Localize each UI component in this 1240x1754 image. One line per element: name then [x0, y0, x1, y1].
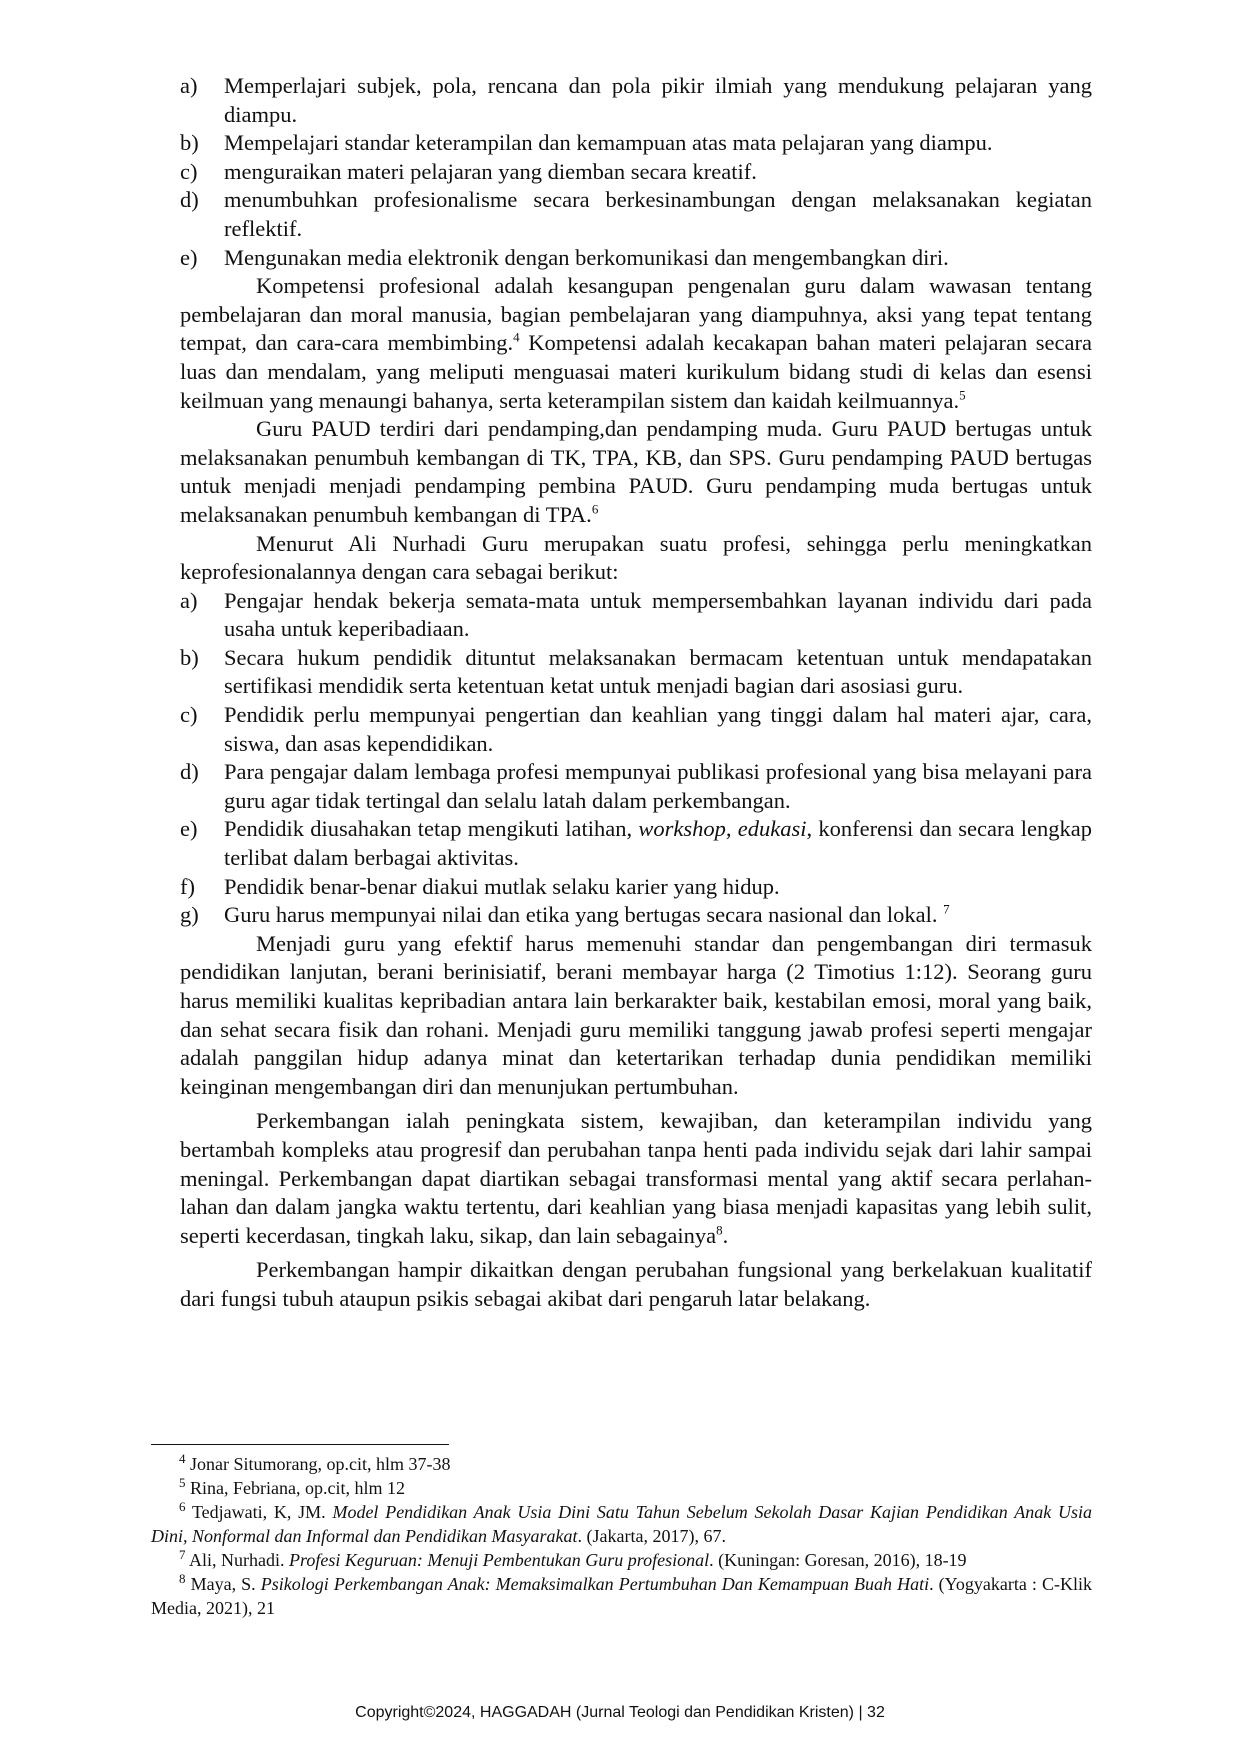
paragraph-perkembangan: Perkembangan ialah peningkata sistem, kewajiban, dan keterampilan individu yang bertambah kompleks atau progresif dan perubahan tanpa henti pada individu sejak dari lahir sampai meningal. Perkembangan dapat diartikan sebagai transformasi mental yang aktif secara perlahan-lahan dan dalam jangka waktu tertentu, dari keahlian yang biasa menjadi kapasitas yang lebih sulit, seperti kecerdasan, tingkah laku, sikap, dan lain sebagainya$^8$.	[180, 1108, 1092, 1248]
paragraph-kompetensi: Kompetensi profesional adalah kesangupan pengenalan guru dalam wawasan tentang pembelajaran dan moral manusia, bagian pembelajaran yang diampuhnya, aksi yang tepat tentang tempat, dan cara-cara membimbing.$^4$ Kompetensi adalah kecakapan bahan materi pelajaran secara luas dan mendalam, yang meliputi menguasai materi kurikulum bidang studi di kelas dan esensi keilmuan yang menaungi bahanya, serta keterampilan sistem dan kaidah keilmuannya.$^5$	[180, 273, 1092, 413]
footnote-5: $^5$ Rina, Febriana, op.cit, hlm 12	[179, 1475, 405, 1498]
list-item: a) Memperlajari subjek, pola, rencana dan pola pikir ilmiah yang mendukung pelajaran yang diampu.	[180, 73, 1092, 127]
footnote-divider	[151, 1444, 449, 1445]
footnote-ref[interactable]: 8	[716, 1222, 723, 1238]
list-item: d) Para pengajar dalam lembaga profesi mempunyai publikasi profesional yang bisa melayani para guru agar tidak tertingal dan selalu latah dalam perkembangan.	[180, 759, 1092, 813]
paragraph-perkembangan-fungsional: Perkembangan hampir dikaitkan dengan perubahan fungsional yang berkelakuan kualitatif dari fungsi tubuh ataupun psikis sebagai akibat dari pengaruh latar belakang.	[180, 1257, 1092, 1311]
list-item: g) Guru harus mempunyai nilai dan etika yang bertugas secara nasional dan lokal. $^7$	[180, 901, 950, 928]
list-item: f) Pendidik benar-benar diakui mutlak selaku karier yang hidup.	[180, 873, 780, 899]
paragraph-guru-paud: Guru PAUD terdiri dari pendamping,dan pendamping muda. Guru PAUD bertugas untuk melaksanakan penumbuh kembangan di TK, TPA, KB, dan SPS. Guru pendamping PAUD bertugas untuk menjadi menjadi pendamping pembina PAUD. Guru pendamping muda bertugas untuk melaksanakan penumbuh kembangan di TPA.$^6$	[180, 416, 1092, 527]
list-item: b) Mempelajari standar keterampilan dan kemampuan atas mata pelajaran yang diampu.	[180, 130, 993, 156]
page-footer: Copyright©2024, HAGGADAH (Jurnal Teologi dan Pendidikan Kristen) | 32	[355, 1704, 885, 1721]
paragraph-menjadi-guru: Menjadi guru yang efektif harus memenuhi standar dan pengembangan diri termasuk pendidikan lanjutan, berani berinisiatif, berani membayar harga (2 Timotius 1:12). Seorang guru harus memiliki kualitas kepribadian antara lain berkarakter baik, kestabilan emosi, moral yang baik, dan sehat secara fisik dan rohani. Menjadi guru memiliki tanggung jawab profesi seperti mengajar adalah panggilan hidup adanya minat dan ketertarikan terhadap dunia pendidikan memiliki keinginan mengembangan diri dan menunjukan pertumbuhan.	[180, 930, 1092, 1099]
list-item: d) menumbuhkan profesionalisme secara berkesinambungan dengan melaksanakan kegiatan reflektif.	[180, 187, 1092, 241]
list-item: c) Pendidik perlu mempunyai pengertian dan keahlian yang tinggi dalam hal materi ajar, cara, siswa, dan asas kependidikan.	[180, 702, 1092, 756]
footnote-ref[interactable]: 7	[943, 901, 950, 917]
footnotes	[151, 1452, 1092, 1620]
footnote-ref[interactable]: 5	[959, 387, 966, 403]
footnote-8: $^8$ Maya, S. Psikologi Perkembangan Anak: Memaksimalkan Pertumbuhan Dan Kemampuan Buah Hati. (Yogyakarta : C-Klik Media, 2021), 21	[151, 1571, 1093, 1618]
list-item: e) Mengunakan media elektronik dengan berkomunikasi dan mengembangkan diri.	[180, 244, 949, 270]
footnote-ref[interactable]: 6	[591, 501, 599, 517]
footnote-6: $^6$ Tedjawati, K, JM. Model Pendidikan Anak Usia Dini Satu Tahun Sebelum Sekolah Dasar Kajian Pendidikan Anak Usia Dini, Nonformal dan Informal dan Pendidikan Masyarakat. (Jakarta, 2017), 67.	[151, 1499, 1092, 1546]
list-item: a) Pengajar hendak bekerja semata-mata untuk mempersembahkan layanan individu dari pada usaha untuk keperibadiaan.	[180, 587, 1092, 642]
list-item: c) menguraikan materi pelajaran yang diemban secara kreatif.	[180, 158, 757, 184]
paragraph-ali-nurhadi: Menurut Ali Nurhadi Guru merupakan suatu profesi, sehingga perlu meningkatkan keprofesionalannya dengan cara sebagai berikut:	[180, 530, 1092, 585]
footnote-4: $^4$ Jonar Situmorang, op.cit, hlm 37-38	[179, 1451, 451, 1474]
list-item: e) Pendidik diusahakan tetap mengikuti latihan, workshop, edukasi, konferensi dan secara lengkap terlibat dalam berbagai aktivitas.	[180, 816, 1092, 871]
list-item: b) Secara hukum pendidik dituntut melaksanakan bermacam ketentuan untuk mendapatakan sertifikasi mendidik serta ketentuan ketat untuk menjadi bagian dari asosiasi guru.	[180, 644, 1092, 699]
footnote-ref[interactable]: 4	[513, 329, 520, 345]
body-text	[180, 72, 1092, 1314]
footnote-7: $^7$ Ali, Nurhadi. Profesi Keguruan: Menuji Pembentukan Guru profesional. (Kuningan: Goresan, 2016), 18-19	[179, 1547, 967, 1570]
